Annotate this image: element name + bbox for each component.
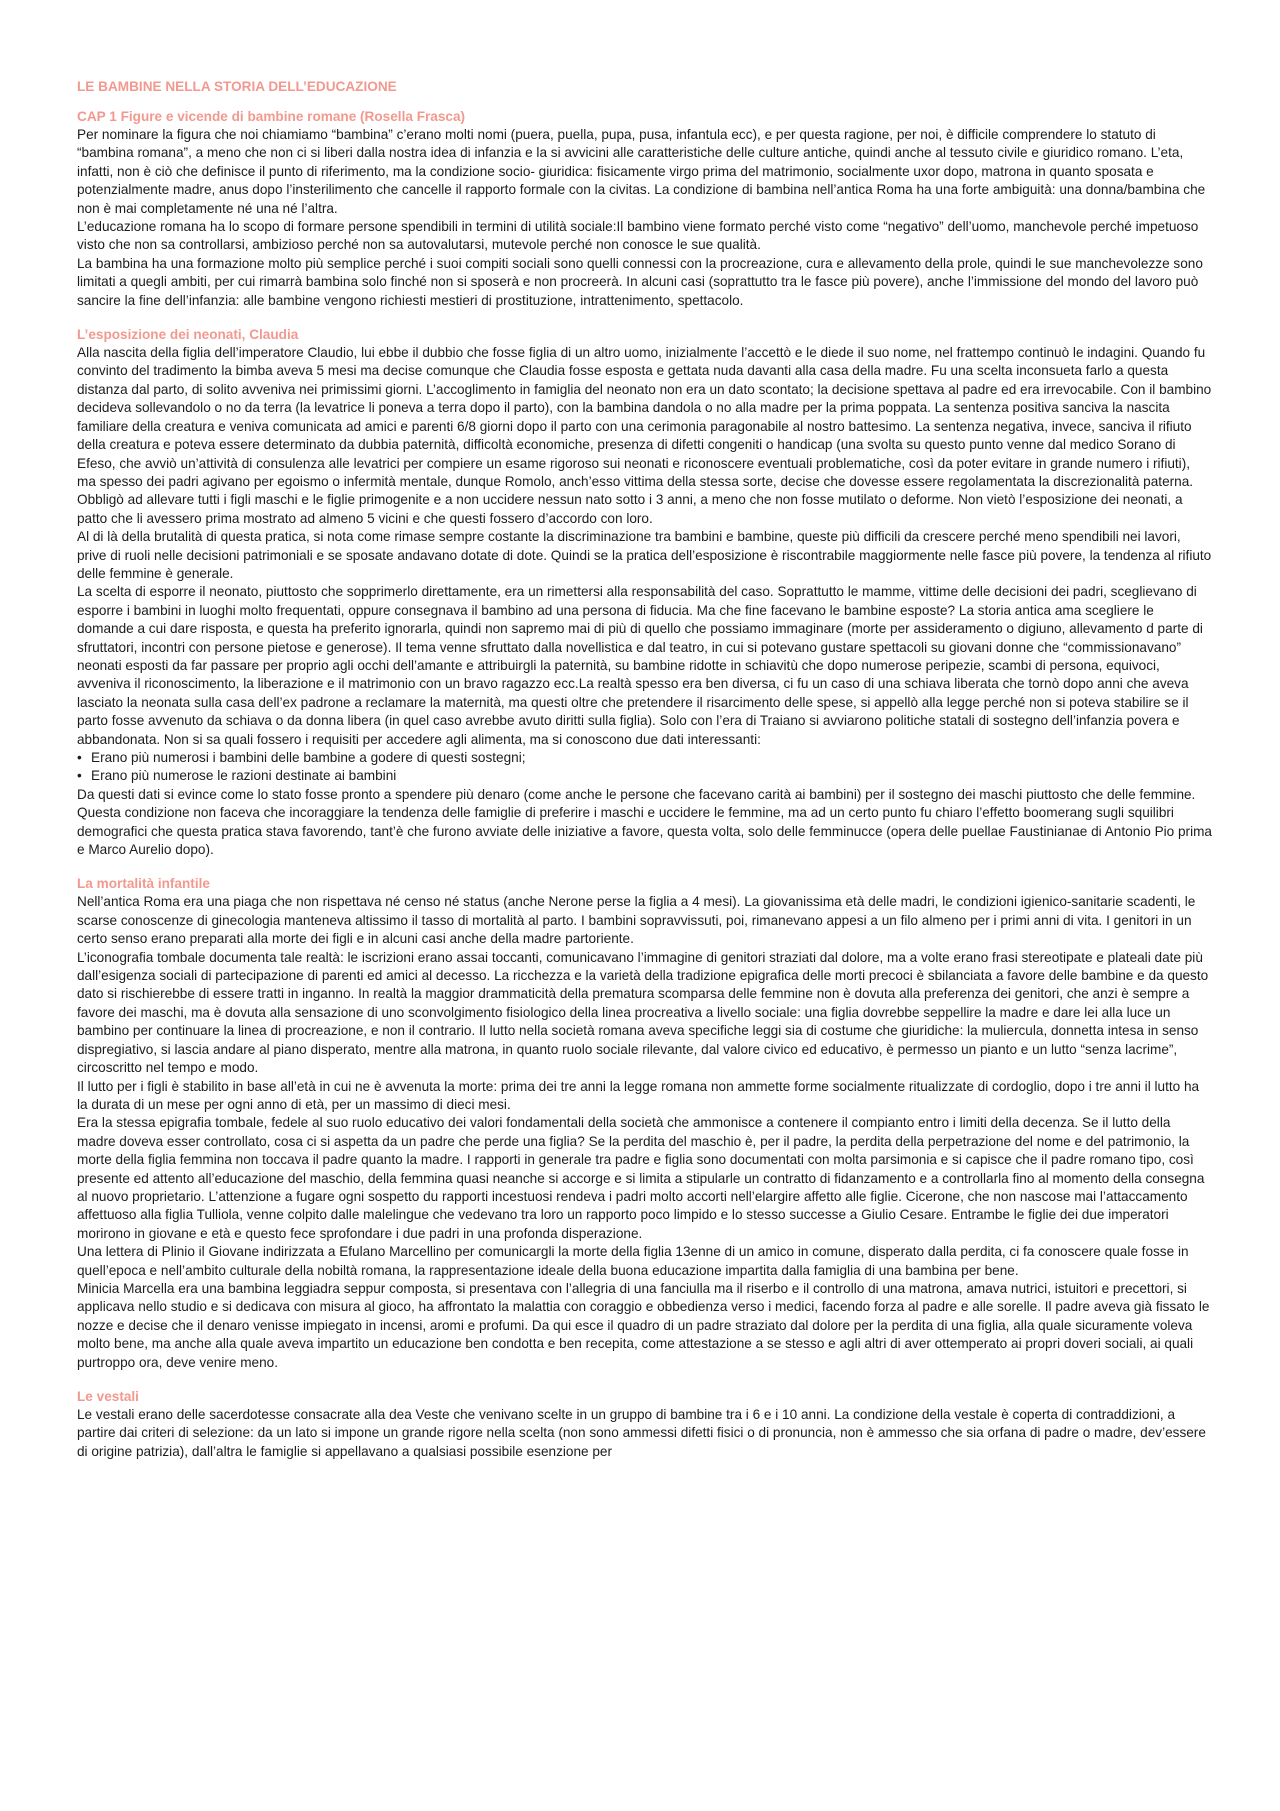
section-heading: CAP 1 Figure e vicende di bambine romane (Rosella Frasca) <box>77 109 466 124</box>
section-heading: L’esposizione dei neonati, Claudia <box>77 327 299 343</box>
paragraph: L’educazione romana ha lo scopo di formare persone spendibili in termini di utilità sociale:Il bambino viene formato perché visto come “negativo” dell’uomo, manchevole perché impetuoso visto che non sa controllarsi, ambizioso perché non sa autovalutarsi, mutevole perché non conosce le sue qualità. <box>77 219 1199 253</box>
section <box>77 108 1212 310</box>
section <box>77 1388 1212 1461</box>
paragraph: Alla nascita della figlia dell’imperatore Claudio, lui ebbe il dubbio che fosse figlia di un altro uomo, inizialmente l’accettò e le diede il suo nome, nel frattempo continuò le indagini. Quando fu convinto del tradimento la bimba aveva 5 mesi ma decise comunque che Claudia fosse esposta e gettata nuda davanti alla casa della madre. Fu una scelta inconsueta farlo a questa distanza dal parto, di solito avveniva nei primissimi giorni. L’accoglimento in famiglia del neonato non era un dato scontato; la decisione spettava al padre ed era irrevocabile. Con il bambino decideva sollevandolo o no da terra (la levatrice li poneva a terra dopo il parto), con la bambina dandola o no alla madre per la prima poppata. La sentenza positiva sanciva la nascita familiare della creatura e veniva comunicata ad amici e parenti 6/8 giorni dopo il parto con una cerimonia paragonabile al nostro battesimo. La sentenza negativa, invece, sanciva il rifiuto della creatura e poteva essere determinato da dubbia paternità, difficoltà economiche, presenza di difetti congeniti o handicap (una svolta su questo punto venne dal medico Sorano di Efeso, che avviò un’attività di consulenza alle levatrici per compiere un esame rigoroso sui neonati e riconoscere eventuali problematiche, così da poter evitare in grande numero i rifiuti), ma spesso dei padri agivano per egoismo o infermità mentale, dunque Romolo, anch’esso vittima della stessa sorte, decise che dovesse essere regolamentata la discrezionalità paterna. Obbligò ad allevare tutti i figli maschi e le figlie primogenite e a non uccidere nessun nato sotto i 3 anni, a meno che non fosse mutilato o deforme. Non vietò l’esposizione dei neonati, a patto che li avessero prima mostrato ad almeno 5 vicini e che questi fossero d’accordo con loro. <box>77 345 1212 526</box>
document-body <box>77 108 1212 1461</box>
document-title: LE BAMBINE NELLA STORIA DELL’EDUCAZIONE <box>77 79 397 94</box>
paragraph: Le vestali erano delle sacerdotesse consacrate alla dea Veste che venivano scelte in un gruppo di bambine tra i 6 e i 10 anni. La condizione della vestale è coperta di contraddizioni, a partire dai criteri di selezione: da un lato si impone un grande rigore nella scelta (non sono ammessi difetti fisici o di pronuncia, non è ammesso che sia orfana di padre o madre, dev’essere di origine patrizia), dall’altra le famiglie si appellavano a qualsiasi possibile esenzione per <box>77 1407 1206 1459</box>
list-item: • Erano più numerosi i bambini delle bambine a godere di questi sostegni; <box>77 749 1212 767</box>
bullet-list <box>77 749 1212 786</box>
paragraph: Al di là della brutalità di questa pratica, si nota come rimase sempre costante la discriminazione tra bambini e bambine, queste più difficili da crescere perché meno spendibili nei lavori, prive di ruoli nelle decisioni patrimoniali e se sposate andavano dotate di dote. Quindi se la pratica dell’esposizione è riscontrabile maggiormente nelle fasce più povere, la tendenza al rifiuto delle femmine è generale. <box>77 529 1212 581</box>
section <box>77 875 1212 1372</box>
section-heading: Le vestali <box>77 1389 139 1404</box>
paragraph: Per nominare la figura che noi chiamiamo “bambina” c’erano molti nomi (puera, puella, pupa, pusa, infantula ecc), e per questa ragione, per noi, è difficile comprendere lo statuto di “bambina romana”, a meno che non ci si liberi dalla nostra idea di infanzia e la si avvicini alle caratteristiche delle culture antiche, quindi anche al tessuto civile e giuridico romano. L’eta, infatti, non è ciò che definisce il punto di riferimento, ma la condizione socio- giuridica: fisicamente virgo prima del matrimonio, socialmente uxor dopo, matrona in quanto sposata e potenzialmente madre, anus dopo l’insterilimento che cancelle il rapporto formale con la civitas. La condizione di bambina nell’antica Roma ha una forte ambiguità: una donna/bambina che non è mai completamente né una né l’altra. <box>77 127 1206 216</box>
paragraph: La bambina ha una formazione molto più semplice perché i suoi compiti sociali sono quelli connessi con la procreazione, cura e allevamento della prole, quindi le sue manchevolezze sono limitati a quegli ambiti, per cui rimarrà bambina solo finché non si sposerà e non procreerà. In alcuni casi (soprattutto tra le fasce più povere), anche l’immissione del mondo del lavoro può sancire la fine dell’infanzia: alle bambine vengono richiesti mestieri di prostituzione, intrattenimento, spettacolo. <box>77 255 1203 308</box>
paragraph: Nell’antica Roma era una piaga che non rispettava né censo né status (anche Nerone perse la figlia a 4 mesi). La giovanissima età delle madri, le condizioni igienico-sanitarie scadenti, le scarse conoscenze di ginecologia manteneva altissimo il tasso di mortalità al parto. I bambini sopravvissuti, poi, rimanevano appesi a un filo almeno per i primi anni di vita. I genitori in un certo senso erano preparati alla morte dei figli e in alcuni casi anche della madre partoriente. <box>77 894 1196 947</box>
paragraph: Il lutto per i figli è stabilito in base all’età in cui ne è avvenuta la morte: prima dei tre anni la legge romana non ammette forme socialmente ritualizzate di cordoglio, dopo i tre anni il lutto ha la durata di un mese per ogni anno di età, per un massimo di dieci mesi. <box>77 1078 1200 1112</box>
paragraph: Una lettera di Plinio il Giovane indirizzata a Efulano Marcellino per comunicargli la morte della figlia 13enne di un amico in comune, disperato dalla perdita, ci fa conoscere quale fosse in quell’epoca e nell’ambito culturale della nobiltà romana, la rappresentazione ideale della buona educazione impartita dalla famiglia di una bambina per bene. <box>77 1244 1189 1278</box>
paragraph: La scelta di esporre il neonato, piuttosto che sopprimerlo direttamente, era un rimettersi alla responsabilità del caso. Soprattutto le mamme, vittime delle decisioni dei padri, sceglievano di esporre i bambini in luoghi molto frequentati, oppure consegnava il bambino ad una persona di fiducia. Ma che fine facevano le bambine esposte? La storia antica ama scegliere le domande a cui dare risposta, e questa ha preferito ignorarla, quindi non sapremo mai di più di quello che possiamo immaginare (morte per assideramento o digiuno, allevamento d parte di sfruttatori, incontri con persone pietose e generose). Il tema venne sfruttato dalla novellistica e dal teatro, in cui si potevano gustare spettacoli su giovani donne che “commissionavano” neonati esposti da far passare per proprio agli occhi dell’amante e attribuirgli la paternità, su bambine ridotte in schiavitù che dopo numerose peripezie, scambi di persona, equivoci, avveniva il riconoscimento, la liberazione e il matrimonio con un bravo ragazzo ecc.La realtà spesso era ben diversa, ci fu un caso di una schiava liberata che tornò dopo anni che aveva lasciato la neonata sulla casa dell’ex padrone a reclamare la maternità, ma questi oltre che pretendere il risarcimento delle spese, si appellò alla legge perché non si poteva stabilire se il parto fosse avvenuto da schiava o da donna libera (in quel caso avrebbe avuto diritti sulla figlia). Solo con l’era di Traiano si avviarono politiche statali di sostegno dell’infanzia povera e abbandonata. Non si sa quali fossero i requisiti per accedere agli alimenta, ma si conoscono due dati interessanti: <box>77 584 1203 747</box>
paragraph: Da questi dati si evince come lo stato fosse pronto a spendere più denaro (come anche le persone che facevano carità ai bambini) per il sostegno dei maschi piuttosto che delle femmine. Questa condizione non faceva che incoraggiare la tendenza delle famiglie di preferire i maschi e uccidere le femmine, ma ad un certo punto fu chiaro l’effetto boomerang sugli squilibri demografici che questa pratica stava favorendo, tant’è che furono avviate delle iniziative a favore, questa volta, solo delle femminucce (opera delle puellae Faustinianae di Antonio Pio prima e Marco Aurelio dopo). <box>77 786 1212 858</box>
section <box>77 326 1212 859</box>
paragraph: L’iconografia tombale documenta tale realtà: le iscrizioni erano assai toccanti, comunicavano l’immagine di genitori straziati dal dolore, ma a volte erano frasi stereotipate e plateali date più dall’esigenza sociali di partecipazione di parenti ed amici al decesso. La ricchezza e la varietà della tradizione epigrafica delle morti precoci è sbilanciata a favore delle bambine e da questo dato si rischierebbe di essere tratti in inganno. In realtà la maggior drammaticità della prematura scomparsa delle femmine non è dovuta alla preferenza dei genitori, che anzi è sempre a favore dei maschi, ma è dovuta alla sensazione di uno sconvolgimento fisiologico della linea procreativa a livello sociale: una figlia dovrebbe seppellire la madre e dare lei alla luce un bambino per continuare la linea di procreazione, e non il contrario. Il lutto nella società romana aveva specifiche leggi sia di costume che giuridiche: la muliercula, donnetta intesa in senso dispregiativo, si lascia andare al piano disperato, mentre alla matrona, in quanto ruolo sociale rilevante, dal valore civico ed educativo, è permesso un pianto e un lutto “senza lacrime”, circoscritto nel tempo e modo. <box>77 949 1209 1076</box>
section-heading: La mortalità infantile <box>77 876 210 892</box>
paragraph: Era la stessa epigrafia tombale, fedele al suo ruolo educativo dei valori fondamentali della società che ammonisce a contenere il compianto entro i limiti della decenza. Se il lutto della madre doveva esser controllato, cosa ci si aspetta da un padre che perde una figlia? Se la perdita del maschio è, per il padre, la perdita della perpetrazione del nome e del patrimonio, la morte della figlia femmina non toccava il padre quanto la madre. I rapporti in generale tra padre e figlia sono documentati con molta parsimonia e si capisce che il padre romano tipo, così presente ed attento all’educazione del maschio, della femmina quasi neanche si accorge e si limita a stipularle un contratto di fidanzamento e a controllarla fino al momento della consegna al nuovo proprietario. L’attenzione a fugare ogni sospetto du rapporti incestuosi rendeva i padri molto accorti nell’elargire affetto alle figlie. Cicerone, che non nascose mai l’attaccamento affettuoso alla figlia Tulliola, venne colpito dalle malelingue che vedevano tra loro un rapporto poco limpido e lo stesso successe a Giulio Cesare. Entrambe le figlie dei due imperatori morirono in giovane e età e questo fece sprofondare i due padri in una profonda disperazione. <box>77 1115 1205 1241</box>
paragraph: Minicia Marcella era una bambina leggiadra seppur composta, si presentava con l’allegria di una fanciulla ma il riserbo e il controllo di una matrona, amava nutrici, istuitori e precettori, si applicava nello studio e si dedicava con misura al gioco, ha affrontato la malattia con coraggio e obbedienza verso i medici, facendo forza al padre e alle sorelle. Il padre aveva già fissato le nozze e decise che il denaro venisse impiegato in incensi, aromi e profumi. Da qui esce il quadro di un padre straziato dal dolore per la perdita di una figlia, alla quale sicuramente voleva molto bene, ma anche alla quale aveva impartito un educazione ben condotta e ben recepita, come attestazione a se stesso e agli altri di aver ottemperato ai propri doveri sociali, ai quali purtroppo ora, deve venire meno. <box>77 1280 1210 1370</box>
list-item: • Erano più numerose le razioni destinate ai bambini <box>77 767 1212 785</box>
